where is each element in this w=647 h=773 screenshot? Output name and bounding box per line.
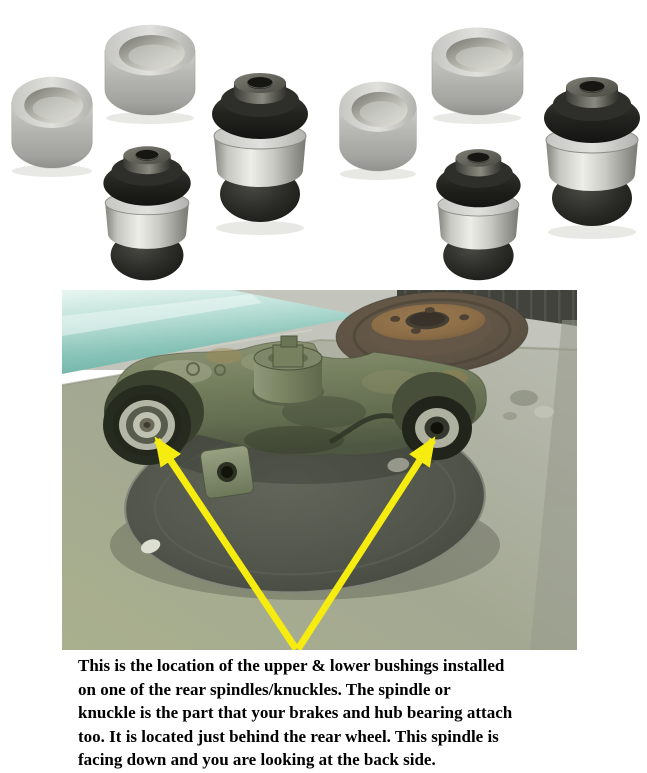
caption-line-5: facing down and you are looking at the back side. [78,750,436,769]
ball-joint-bushing-lower-left [103,146,190,280]
sleeve-ring-small-left [12,77,93,168]
ball-joint-bushing-upper-right [544,77,640,226]
spindle-knuckle-photo [62,290,577,650]
caption [78,654,618,772]
bushing-kit-canvas [0,0,647,290]
sleeve-ring-small-right [340,82,417,171]
bushing-kit-photo [0,0,647,290]
caption-line-4: too. It is located just behind the rear wheel. This spindle is [78,726,499,746]
mount-block [200,445,254,499]
ball-joint-bushing-upper-left [212,73,308,222]
ball-joint-bushing-lower-right [436,149,520,280]
caption-line-3: knuckle is the part that your brakes and hub bearing attach [78,703,513,722]
caption-line-1: This is the location of the upper & lower bushings installed [78,656,505,675]
caption-line-2: on one of the rear spindles/knuckles. The spindle or [78,679,451,699]
sleeve-ring-large-right [432,28,523,115]
spindle-photo-canvas [62,290,577,650]
part-shadows [12,112,636,239]
sleeve-ring-large-left [105,25,195,115]
